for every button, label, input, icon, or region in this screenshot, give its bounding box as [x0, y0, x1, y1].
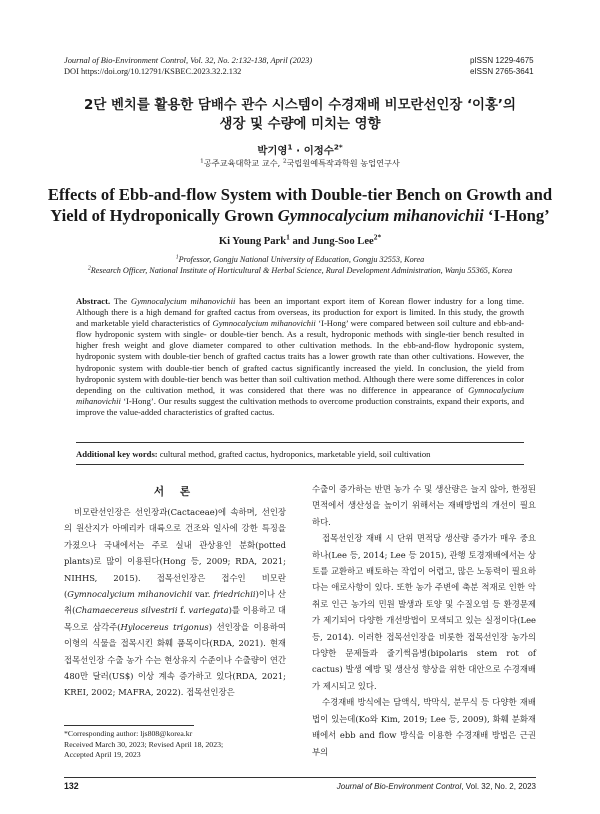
intro-paragraph-4: 수경재배 방식에는 담액식, 박막식, 분무식 등 다양한 재배법이 있는데(Ko와 Kim, 2019; Lee 등, 2009), 화훼 분화재배에서 ebb and flow 방식을 이용한 수경재배 방법은 근권부의: [312, 697, 536, 757]
english-authors: [40, 232, 560, 247]
english-affiliation: [40, 254, 560, 276]
footnote-rule: [64, 725, 194, 726]
journal-citation: Journal of Bio-Environment Control, Vol. 32, No. 2:132-138, April (2023): [64, 56, 313, 65]
left-column: [64, 504, 286, 701]
corresponding-author: *Corresponding author: ljs808@korea.kr: [64, 729, 193, 738]
footnote: [64, 729, 286, 761]
intro-paragraph-2: 수출이 증가하는 반면 농가 수 및 생산량은 늘지 않아, 한정된 면적에서 생산성을 높이기 위해서는 재배방법의 개선이 필요하다.: [312, 484, 536, 527]
intro-paragraph-3: 접목선인장 재배 시 단위 면적당 생산량 증가가 매우 중요하나(Lee 등, 2014; Lee 등 2015), 관행 토경재배에서는 상토를 교환하고 배토하는 작업이 어렵고, 많은 노동력이 필요하다는 애로사항이 있다. 또한 농가 주변에 축분 적재로 인한 악취로 인근 농가의 민원 발생과 토양 및 수질오염 등 환경문제가 제기되어 다양한 개선방법이 모색되고 있는 실정이다(Lee 등, 2014). 이러한 접목선인장을 비롯한 접목선인장 농가의 다양한 문제들과 줄기썩음병(bipolaris stem rot of cactus) 발생 예방 및 생산성 향상을 위한 대안으로 수경재배가 제시되고 있다.: [312, 533, 536, 691]
right-column: [312, 481, 536, 760]
korean-author-1-sup: 1: [287, 142, 293, 152]
keywords-label: Additional key words:: [76, 449, 158, 459]
english-affil-1: $^1$Professor, Gongju National University of Education, Gongju 32553, Korea: [175, 254, 425, 264]
korean-author-2-sup: 2*: [333, 142, 343, 152]
footer-rule: [64, 777, 536, 778]
english-author-and: and: [289, 236, 313, 247]
korean-author-2: 이정수: [303, 145, 334, 157]
english-affil-2: $^2$Research Officer, National Institute of Horticultural & Herbal Science, Rural Development Administration, Wanju 55365, Korea: [87, 265, 513, 275]
section-heading: 서 론: [153, 486, 197, 498]
received-date: Received March 30, 2023; Revised April 18, 2023;: [64, 739, 224, 749]
keywords: [76, 449, 524, 459]
abstract-label: Abstract.: [76, 296, 111, 306]
pissn: pISSN 1229-4675: [470, 56, 534, 65]
accepted-date: Accepted April 19, 2023: [64, 750, 141, 760]
english-author-1: Ki Young Park: [218, 236, 287, 247]
journal-header: [64, 56, 404, 77]
korean-affil-2: 국립원예특작과학원 농업연구사: [286, 158, 400, 168]
korean-title-line2: 생장 및 수량에 미치는 영향: [219, 117, 381, 132]
eissn: eISSN 2765-3641: [470, 66, 534, 76]
divider-top: [76, 442, 524, 443]
english-title: [40, 184, 560, 226]
keywords-text: cultural method, grafted cactus, hydroponics, marketable yield, soil cultivation: [157, 449, 431, 459]
footer-journal: Journal of Bio-Environment Control, Vol. 32, No. 2, 2023: [336, 782, 536, 791]
divider-bottom: [76, 464, 524, 465]
korean-authors: [40, 142, 560, 157]
english-title-line1: Effects of Ebb-and-flow System with Double-tier Bench on Growth and: [47, 185, 553, 204]
english-author-1-sup: 1: [286, 232, 290, 242]
korean-title: [40, 96, 560, 134]
intro-paragraph-1: 비모란선인장은 선인장과(Cactaceae)에 속하며, 선인장의 원산지가 아메리카 대륙으로 건조와 일사에 강한 특징을 가졌으나 국내에서는 주로 실내 관상용인 분화(potted plants)로 많이 이용된다(Hong 등, 2009; RDA, 2021; NIHHS, 2015). 접목선인장은 접수인 비모란(Gymnocalycium mihanovichii var. friedrichii)이나 산취(Chamaecereus silvestrii f. variegata)를 이용하고 대목으로 삼각주(Hylocereus trigonus) 선인장을 이용하여 이형의 식물을 접목시킨 화훼 품목이다(RDA, 2021). 현재 접목선인장 수출 농가 수는 현상유지 수준이나 수출량이 연간 480만 달러(US$) 이상 계속 증가하고 있다(RDA, 2021; KREI, 2002; MAFRA, 2022). 접목선인장은: [64, 507, 287, 698]
korean-title-line1: 2단 벤치를 활용한 담배수 관수 시스템이 수경재배 비모란선인장 ‘이홍’의: [84, 98, 516, 113]
abstract: Abstract. The Gymnocalycium mihanovichii has been an important export item of Korean flower industry for a long time. Although there is a high demand for grafted cactus from overseas, its production for export is limited. In this study, the growth and marketable yield characteristics of Gymnocalycium mihanovichii ‘I-Hong’ were compared between soil culture and ebb-and-flow hydroponic system with single- or double-tier bench. As a result, hydroponic methods with single-tier bench resulted in higher fresh weight and glove diameter compared to other cultivation methods. In the ebb-and-flow hydroponic system, hydroponic system with double-tier bench of grafted cactus traits has a lower growth rate than other cultivations. However, the hydroponic system with double-tier bench of grafted cactus significantly increased the yield. In conclusion, the yield from hydroponic system with double-tier bench was better than soil cultivation method. Although there were some differences in color depending on the cultivation method, it was considered that there was no difference in appearance of Gymnocalycium mihanovichii ‘I-Hong’. Our results suggest the cultivation methods to overcome production constraints, expand their exports, and improve the value-added characteristics of grafted cactus.: [76, 296, 524, 417]
issn-block: [470, 56, 550, 77]
korean-affil-2-sup: 2: [282, 158, 287, 165]
korean-author-separator: ·: [292, 145, 304, 157]
page-number: 132: [64, 781, 79, 791]
doi-link[interactable]: DOI https://doi.org/10.12791/KSBEC.2023.32.2.132: [64, 66, 242, 76]
english-author-2: Jung-Soo Lee: [312, 236, 374, 247]
korean-affil-1-sup: 1: [200, 158, 204, 165]
english-title-line2: Yield of Hydroponically Grown Gymnocalycium mihanovichii ‘I-Hong’: [50, 206, 550, 225]
korean-affiliation: [40, 158, 560, 169]
english-author-2-sup: 2*: [373, 232, 382, 242]
korean-author-1: 박기영: [257, 145, 288, 157]
korean-affil-1: 공주교육대학교 교수,: [203, 158, 283, 168]
